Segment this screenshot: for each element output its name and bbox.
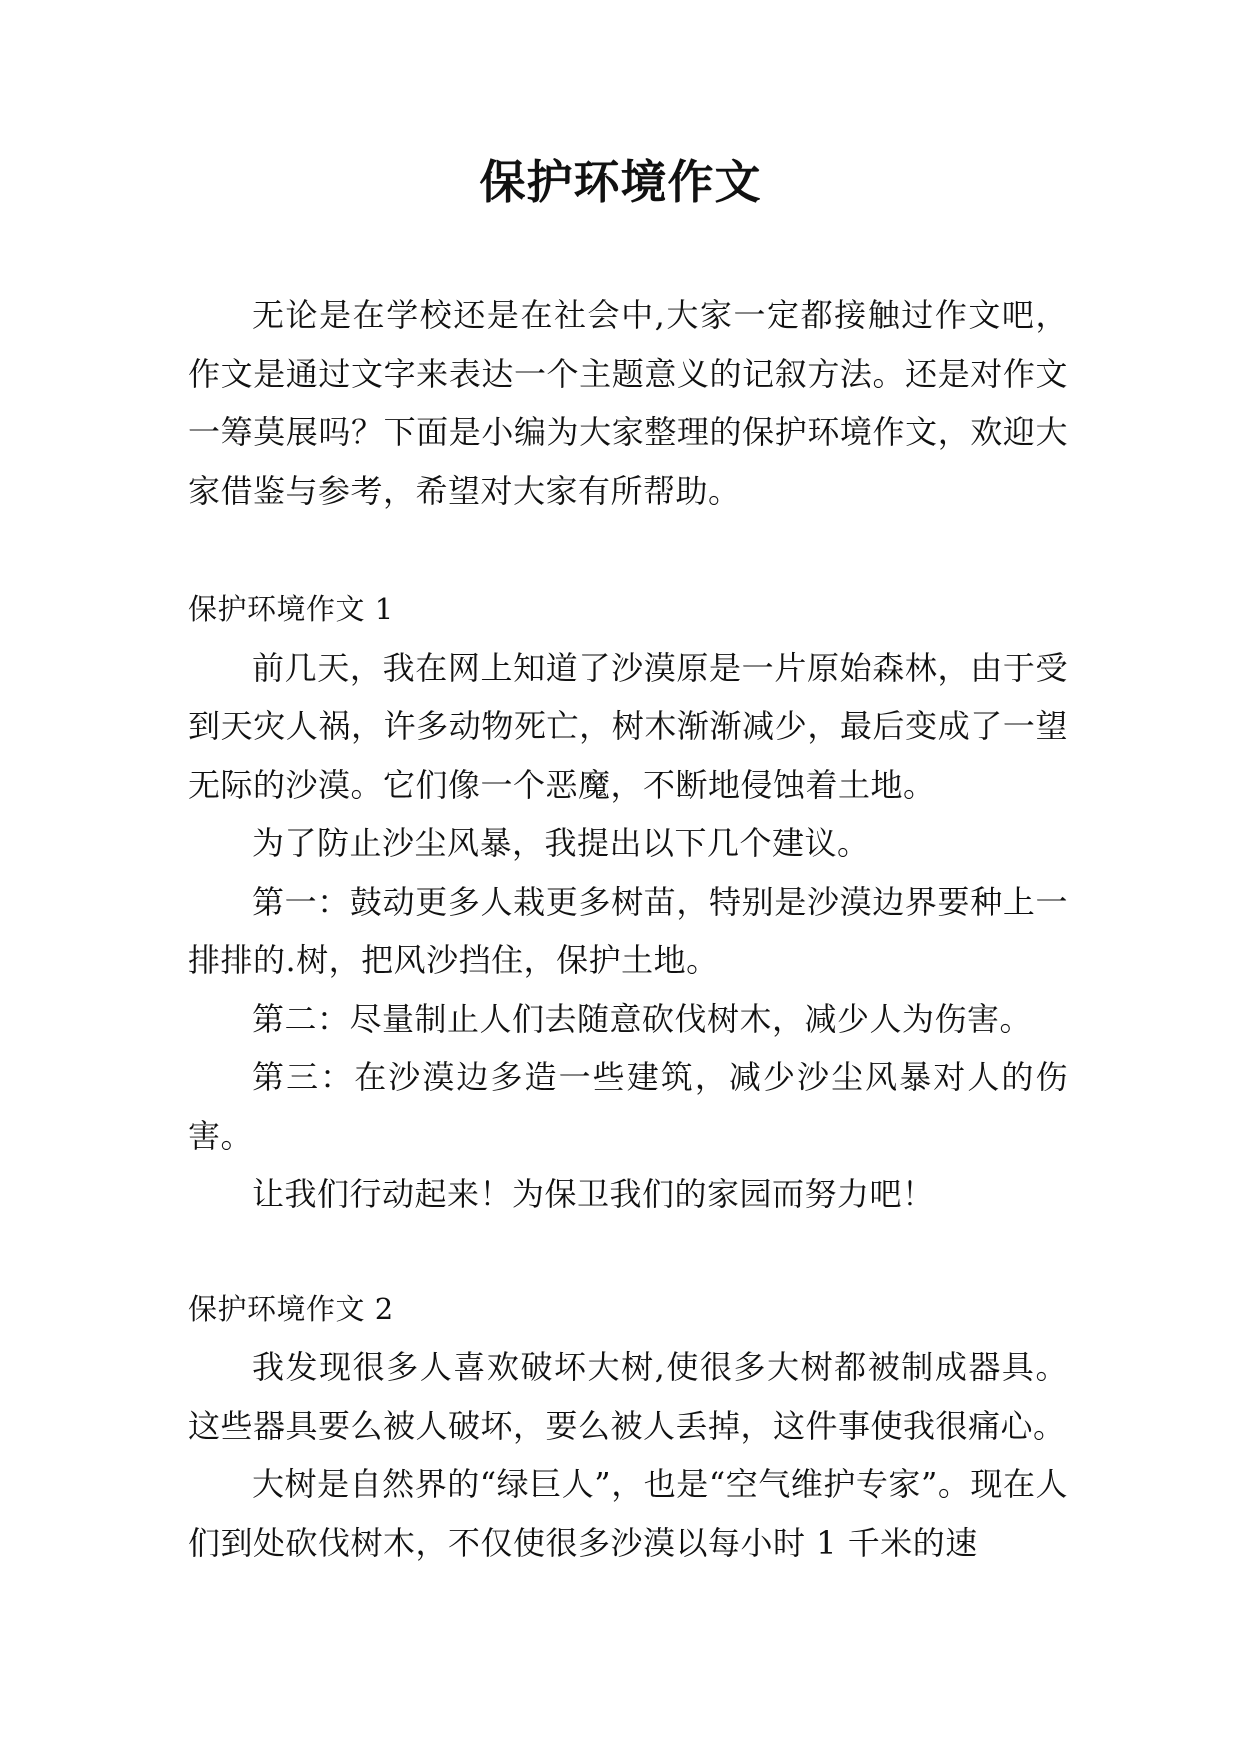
paragraph: 让我们行动起来！为保卫我们的家园而努力吧！: [252, 1175, 935, 1213]
paragraph: 第三：在沙漠边多造一些建筑，减少沙尘风暴对人的伤害。: [188, 1058, 1068, 1155]
spacer: [188, 520, 1068, 580]
paragraph: 我发现很多人喜欢破坏大树,使很多大树都被制成器具。这些器具要么被人破坏，要么被人丢掉，这件事使我很痛心。: [188, 1348, 1068, 1445]
paragraph: 前几天，我在网上知道了沙漠原是一片原始森林，由于受到天灾人祸，许多动物死亡，树木渐渐减少，最后变成了一望无际的沙漠。它们像一个恶魔，不断地侵蚀着土地。: [188, 648, 1068, 804]
intro-paragraph: 无论是在学校还是在社会中,大家一定都接触过作文吧，作文是通过文字来表达一个主题意义的记叙方法。还是对作文一筹莫展吗？下面是小编为大家整理的保护环境作文，欢迎大家借鉴与参考，希望对大家有所帮助。: [188, 296, 1068, 510]
document-title: 保护环境作文: [479, 155, 762, 209]
document-body: [188, 286, 1068, 1572]
paragraph: 大树是自然界的“绿巨人”，也是“空气维护专家”。现在人们到处砍伐树木，不仅使很多沙漠以每小时 1 千米的速: [188, 1465, 1068, 1562]
spacer: [188, 1224, 1068, 1280]
essay-section-1: [188, 580, 1068, 1224]
paragraph: 为了防止沙尘风暴，我提出以下几个建议。: [252, 824, 870, 862]
paragraph: 第二：尽量制止人们去随意砍伐树木，减少人为伤害。: [252, 999, 1033, 1038]
essay-section-2: [188, 1280, 1068, 1573]
section-heading: 保护环境作文 1: [188, 592, 394, 626]
section-heading: 保护环境作文 2: [188, 1291, 394, 1326]
paragraph: 第一：鼓动更多人栽更多树苗，特别是沙漠边界要种上一排排的.树，把风沙挡住，保护土地。: [188, 882, 1068, 979]
